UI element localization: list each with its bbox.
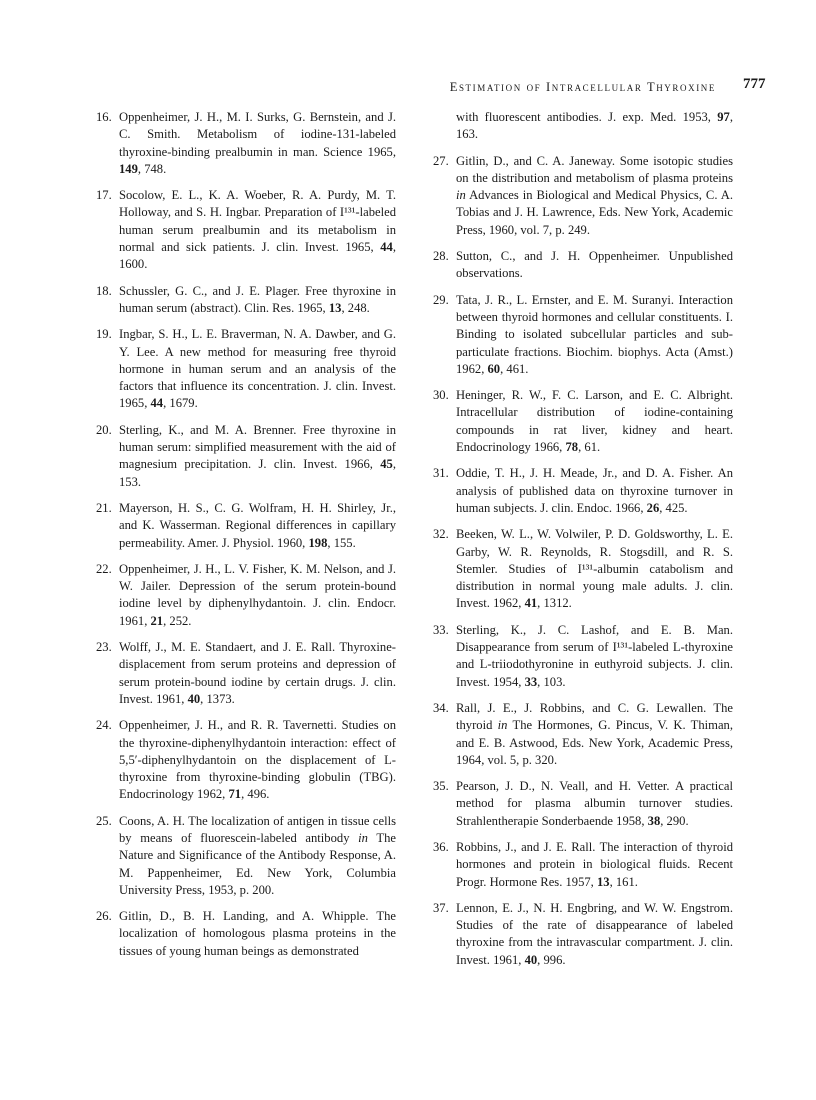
reference-citation: Mayerson, H. S., C. G. Wolfram, H. H. Shirley, Jr., and K. Wasserman. Regional differences in capillary permeability. Amer. J. Physiol. 1960, <box>119 500 396 550</box>
reference-entry <box>433 153 733 239</box>
reference-entry <box>433 900 733 969</box>
reference-citation: Oppenheimer, J. H., M. I. Surks, G. Bernstein, and J. C. Smith. Metabolism of iodine-131-labeled thyroxine-binding prealbumin in man. Science 1965, <box>119 110 396 159</box>
reference-number: 35. <box>433 779 449 794</box>
reference-entry <box>433 248 733 283</box>
reference-volume: 40 <box>524 952 538 967</box>
reference-citation: Sterling, K., and M. A. Brenner. Free thyroxine in human serum: simplified measurement with the aid of magnesium precipitation. J. clin. Invest. 1966, <box>119 422 396 472</box>
reference-number <box>433 109 456 144</box>
reference-number: 17. <box>96 188 112 203</box>
reference-pages: 1373. <box>206 691 235 706</box>
reference-volume: 41 <box>524 596 538 611</box>
reference-in-word: in <box>456 188 466 203</box>
reference-number: 27. <box>433 153 449 168</box>
reference-book-details: Advances in Biological and Medical Physics, C. A. Tobias and J. H. Lawrence, Eds. New York, Academic Press, 1960, vol. 7, p. 249. <box>456 188 733 237</box>
reference-citation: Socolow, E. L., K. A. Woeber, R. A. Purdy, M. T. Holloway, and S. H. Ingbar. Preparation of I¹³¹-labeled human serum prealbumin and its metabolism in normal and sick patients. J. clin. Invest. 1965, <box>119 188 396 255</box>
reference-entry <box>96 717 396 803</box>
reference-number: 33. <box>433 622 449 637</box>
reference-text: Socolow, E. L., K. A. Woeber, R. A. Purdy, M. T. Holloway, and S. H. Ingbar. Preparation of I¹³¹-labeled human serum prealbumin and its metabolism in normal and sick patients. J. clin. Invest. 1965, 44, 1600. <box>119 188 396 272</box>
reference-citation: Oppenheimer, J. H., and R. R. Tavernetti. Studies on the thyroxine-diphenylhydantoin interaction: effect of 5,5′-diphenylhydantoin on the displacement of L-thyroxine from thyroxine-binding globulin (TBG). Endocrinology 1962, <box>119 718 396 802</box>
reference-entry <box>96 561 396 630</box>
reference-pages: 1679. <box>169 396 198 411</box>
reference-number: 32. <box>433 527 449 542</box>
reference-volume: 40 <box>187 691 201 706</box>
reference-text: with fluorescent antibodies. J. exp. Med. 1953, 97, 163. <box>456 110 733 142</box>
reference-number: 19. <box>96 327 112 342</box>
reference-citation: Heninger, R. W., F. C. Larson, and E. C. Albright. Intracellular distribution of iodine-containing compounds in rat liver, kidney and heart. Endocrinology 1966, <box>456 388 733 455</box>
reference-text: Wolff, J., M. E. Standaert, and J. E. Rall. Thyroxine-displacement from serum proteins and depression of serum protein-bound iodine by certain drugs. J. clin. Invest. 1961, 40, 1373. <box>119 640 396 706</box>
reference-volume: 13 <box>596 874 610 889</box>
reference-volume: 38 <box>647 813 661 828</box>
reference-text <box>119 908 396 960</box>
reference-volume: 97 <box>717 110 730 124</box>
reference-number: 22. <box>96 561 112 576</box>
reference-text <box>456 153 733 239</box>
reference-citation: Ingbar, S. H., L. E. Braverman, N. A. Dawber, and G. Y. Lee. A new method for measuring free thyroid hormone in human serum and an analysis of the factors that influence its concentration. J. clin. Invest. 1965, <box>119 327 396 411</box>
reference-text: Pearson, J. D., N. Veall, and H. Vetter. A practical method for plasma albumin turnover studies. Strahlentherapie Sonderbaende 1958, 38, 290. <box>456 779 733 828</box>
reference-volume: 44 <box>150 396 164 411</box>
reference-pages: 155. <box>333 535 356 550</box>
reference-volume: 198 <box>308 535 328 550</box>
reference-list-right-column <box>433 109 733 978</box>
reference-volume: 21 <box>150 613 164 628</box>
reference-entry <box>96 187 396 273</box>
reference-number: 24. <box>96 718 112 733</box>
reference-text: Robbins, J., and J. E. Rall. The interaction of thyroid hormones and protein in biological fluids. Recent Progr. Hormone Res. 1957, 13, 161. <box>456 839 733 889</box>
reference-text: Ingbar, S. H., L. E. Braverman, N. A. Dawber, and G. Y. Lee. A new method for measuring free thyroid hormone in human serum and an analysis of the factors that influence its concentration. J. clin. Invest. 1965, 44, 1679. <box>119 327 396 411</box>
reference-text: Lennon, E. J., N. H. Engbring, and W. W. Engstrom. Studies of the rate of disappearance of labeled thyroxine from the intravascular compartment. J. clin. Invest. 1961, 40, 996. <box>456 900 733 967</box>
reference-number: 23. <box>96 640 112 655</box>
reference-number: 30. <box>433 388 449 403</box>
reference-number: 37. <box>433 900 449 915</box>
reference-entry <box>96 283 396 318</box>
reference-citation: Rall, J. E., J. Robbins, and C. G. Lewallen. The thyroid <box>456 700 733 733</box>
reference-number: 20. <box>96 422 112 437</box>
reference-citation: Robbins, J., and J. E. Rall. The interaction of thyroid hormones and protein in biological fluids. Recent Progr. Hormone Res. 1957, <box>456 839 733 889</box>
reference-text: Oppenheimer, J. H., and R. R. Tavernetti. Studies on the thyroxine-diphenylhydantoin interaction: effect of 5,5′-diphenylhydantoin on the displacement of L-thyroxine from thyroxine-binding globulin (TBG). Endocrinology 1962, 71, 496. <box>119 718 396 802</box>
reference-entry <box>96 422 396 491</box>
reference-citation: Schussler, G. C., and J. E. Plager. Free thyroxine in human serum (abstract). Clin. Res. 1965, <box>119 283 396 315</box>
reference-text: Heninger, R. W., F. C. Larson, and E. C. Albright. Intracellular distribution of iodine-containing compounds in rat liver, kidney and heart. Endocrinology 1966, 78, 61. <box>456 388 733 455</box>
reference-pages: 496. <box>247 787 270 802</box>
reference-entry <box>433 622 733 691</box>
reference-entry <box>433 387 733 456</box>
reference-entry <box>433 700 733 769</box>
reference-text: Tata, J. R., L. Ernster, and E. M. Suranyi. Interaction between thyroid hormones and cellular constituents. I. Binding to isolated subcellular particles and sub-particulate fractions. Biochim. biophys. Acta (Amst.) 1962, 60, 461. <box>456 292 733 376</box>
reference-pages: 1312. <box>543 596 572 611</box>
reference-volume: 33 <box>524 674 538 689</box>
reference-text: Beeken, W. L., W. Volwiler, P. D. Goldsworthy, L. E. Garby, W. R. Reynolds, R. Stogsdill, and R. S. Stemler. Studies of I¹³¹-albumin catabolism and distribution in normal young male adults. J. clin. Invest. 1962, 41, 1312. <box>456 527 733 611</box>
reference-number: 16. <box>96 110 112 124</box>
reference-entry <box>433 839 733 891</box>
reference-citation: Sterling, K., J. C. Lashof, and E. B. Man. Disappearance from serum of I¹³¹-labeled L-thyroxine and L-triiodothyronine in euthyroid subjects. J. clin. Invest. 1954, <box>456 622 733 689</box>
reference-citation: Oppenheimer, J. H., L. V. Fisher, K. M. Nelson, and J. W. Jailer. Depression of the serum protein-bound iodine level by diphenylhydantoin. J. clin. Endocr. 1961, <box>119 561 396 628</box>
reference-number: 21. <box>96 500 112 515</box>
reference-citation: Lennon, E. J., N. H. Engbring, and W. W. Engstrom. Studies of the rate of disappearance of labeled thyroxine from the intravascular compartment. J. clin. Invest. 1961, <box>456 900 733 967</box>
reference-volume: 44 <box>380 240 393 255</box>
reference-entry <box>433 465 733 517</box>
reference-text <box>456 700 733 769</box>
reference-entry <box>96 813 396 899</box>
reference-citation: Coons, A. H. The localization of antigen in tissue cells by means of fluorescein-labeled antibody <box>119 813 396 845</box>
reference-volume: 45 <box>380 457 393 472</box>
reference-volume: 149 <box>119 161 138 176</box>
reference-citation: Sutton, C., and J. H. Oppenheimer. Unpublished observations. <box>456 249 733 281</box>
reference-number: 18. <box>96 283 112 298</box>
reference-entry <box>433 292 733 378</box>
reference-entry <box>96 326 396 412</box>
reference-number: 36. <box>433 839 449 854</box>
reference-volume: 71 <box>228 787 242 802</box>
reference-pages: 996. <box>543 952 566 967</box>
reference-in-word: in <box>497 718 508 733</box>
reference-entry <box>433 778 733 830</box>
reference-entry <box>433 109 733 144</box>
reference-pages: 290. <box>666 813 689 828</box>
reference-number: 29. <box>433 292 449 307</box>
reference-citation: Tata, J. R., L. Ernster, and E. M. Suranyi. Interaction between thyroid hormones and cellular constituents. I. Binding to isolated subcellular particles and sub-particulate fractions. Biochim. biophys. Acta (Amst.) 1962, <box>456 292 733 376</box>
reference-volume: 13 <box>328 300 342 315</box>
reference-entry <box>96 639 396 708</box>
reference-entry <box>96 908 396 960</box>
reference-citation: Gitlin, D., B. H. Landing, and A. Whipple. The localization of homologous plasma proteins in the tissues of young human beings as demonstrated <box>119 909 396 958</box>
reference-entry <box>96 500 396 552</box>
reference-volume: 26 <box>646 500 660 515</box>
reference-citation: Wolff, J., M. E. Standaert, and J. E. Rall. Thyroxine-displacement from serum proteins and depression of serum protein-bound iodine by certain drugs. J. clin. Invest. 1961, <box>119 640 396 706</box>
running-title: Estimation of Intracellular Thyroxine <box>449 80 716 94</box>
reference-citation: with fluorescent antibodies. J. exp. Med. 1953, <box>456 110 711 124</box>
reference-number: 31. <box>433 466 449 481</box>
reference-pages: 153. <box>119 474 142 489</box>
page-number: 777 <box>743 76 766 92</box>
reference-pages: 248. <box>347 300 370 315</box>
reference-in-word: in <box>358 830 368 845</box>
reference-number: 34. <box>433 700 449 715</box>
reference-number: 25. <box>96 813 112 828</box>
reference-text: Schussler, G. C., and J. E. Plager. Free thyroxine in human serum (abstract). Clin. Res. 1965, 13, 248. <box>119 283 396 315</box>
reference-pages: 1600. <box>119 257 148 272</box>
reference-pages: 461. <box>506 361 529 376</box>
reference-book-details: The Nature and Significance of the Antibody Response, A. M. Pappenheimer, Ed. New York, Columbia University Press, 1953, p. 200. <box>119 830 396 897</box>
reference-text: Oddie, T. H., J. H. Meade, Jr., and D. A. Fisher. An analysis of published data on thyroxine turnover in human subjects. J. clin. Endoc. 1966, 26, 425. <box>456 466 733 515</box>
reference-entry <box>96 109 396 178</box>
reference-text: Oppenheimer, J. H., L. V. Fisher, K. M. Nelson, and J. W. Jailer. Depression of the serum protein-bound iodine level by diphenylhydantoin. J. clin. Endocr. 1961, 21, 252. <box>119 561 396 628</box>
reference-pages: 61. <box>584 440 601 455</box>
reference-pages: 163. <box>456 127 479 142</box>
reference-citation: Beeken, W. L., W. Volwiler, P. D. Goldsworthy, L. E. Garby, W. R. Reynolds, R. Stogsdill, and R. S. Stemler. Studies of I¹³¹-albumin catabolism and distribution in normal young male adults. J. clin. Invest. 1962, <box>456 527 733 611</box>
reference-pages: 103. <box>543 674 566 689</box>
reference-number: 28. <box>433 249 449 264</box>
reference-list-left-column <box>96 109 396 969</box>
reference-text <box>456 248 733 283</box>
reference-citation: Gitlin, D., and C. A. Janeway. Some isotopic studies on the distribution and metabolism of plasma proteins <box>456 153 733 185</box>
reference-pages: 252. <box>169 613 192 628</box>
reference-text: Mayerson, H. S., C. G. Wolfram, H. H. Shirley, Jr., and K. Wasserman. Regional differences in capillary permeability. Amer. J. Physiol. 1960, 198, 155. <box>119 500 396 550</box>
reference-pages: 161. <box>615 874 638 889</box>
reference-citation: Pearson, J. D., N. Veall, and H. Vetter. A practical method for plasma albumin turnover studies. Strahlentherapie Sonderbaende 1958, <box>456 779 733 828</box>
reference-text: Oppenheimer, J. H., M. I. Surks, G. Bernstein, and J. C. Smith. Metabolism of iodine-131-labeled thyroxine-binding prealbumin in man. Science 1965, 149, 748. <box>119 110 396 176</box>
reference-volume: 78 <box>565 440 579 455</box>
reference-text <box>119 813 396 899</box>
reference-entry <box>433 526 733 612</box>
reference-pages: 748. <box>144 161 167 176</box>
reference-text: Sterling, K., J. C. Lashof, and E. B. Man. Disappearance from serum of I¹³¹-labeled L-thyroxine and L-triiodothyronine in euthyroid subjects. J. clin. Invest. 1954, 33, 103. <box>456 622 733 689</box>
reference-volume: 60 <box>487 361 501 376</box>
reference-pages: 425. <box>665 500 688 515</box>
reference-number: 26. <box>96 909 112 924</box>
reference-text: Sterling, K., and M. A. Brenner. Free thyroxine in human serum: simplified measurement with the aid of magnesium precipitation. J. clin. Invest. 1966, 45, 153. <box>119 422 396 489</box>
reference-book-details: The Hormones, G. Pincus, V. K. Thiman, and E. B. Astwood, Eds. New York, Academic Press, 1964, vol. 5, p. 320. <box>456 718 733 767</box>
reference-citation: Oddie, T. H., J. H. Meade, Jr., and D. A. Fisher. An analysis of published data on thyroxine turnover in human subjects. J. clin. Endoc. 1966, <box>456 466 733 515</box>
